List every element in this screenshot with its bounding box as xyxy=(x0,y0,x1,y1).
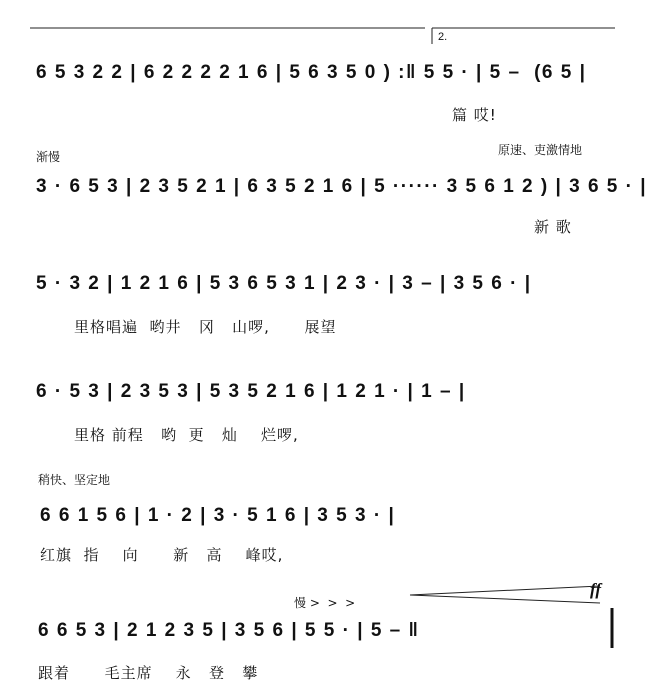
dynamic-mark-ff: ff xyxy=(590,580,602,599)
notation-line-6: 6 6 5 3 | 2 1 2 3 5 | 3 5 6 | 5 5 · | 5 – ‖ xyxy=(38,620,420,641)
notation-line-5: 6 6 1 5 6 | 1 · 2 | 3 · 5 1 6 | 3 5 3 · | xyxy=(40,505,396,526)
lyrics-line-3: 里格唱遍 哟井 冈 山啰, 展望 xyxy=(74,318,337,336)
notation-line-1: 6 5 3 2 2 | 6 2 2 2 2 1 6 | 5 6 3 5 0 ) :‖ 5 5 · | 5 – (6 5 | xyxy=(36,62,587,83)
lyrics-line-2: 新 歌 xyxy=(534,218,572,236)
notation-line-3: 5 · 3 2 | 1 2 1 6 | 5 3 6 5 3 1 | 2 3 · | 3 – | 3 5 6 · | xyxy=(36,273,532,294)
tempo-mark-5: 稍快、坚定地 xyxy=(38,473,111,487)
lyrics-line-6: 跟着 毛主席 永 登 攀 xyxy=(38,664,259,682)
tempo-mark-2: 渐慢 xyxy=(36,150,61,164)
volta-bracket-label: 2. xyxy=(438,31,448,43)
tempo-mark-6: 慢 > > > xyxy=(294,596,356,610)
notation-line-2: 3 · 6 5 3 | 2 3 5 2 1 | 6 3 5 2 1 6 | 5 ······ 3 5 6 1 2 ) | 3 6 5 · | xyxy=(36,176,648,197)
lyrics-line-5: 红旗 指 向 新 高 峰哎, xyxy=(40,546,284,564)
tempo-mark-2-right: 原速、吏激情地 xyxy=(498,143,583,157)
lyrics-line-4: 里格 前程 哟 更 灿 烂啰, xyxy=(74,426,299,444)
lyrics-line-1: 篇 哎! xyxy=(452,106,497,124)
notation-line-4: 6 · 5 3 | 2 3 5 3 | 5 3 5 2 1 6 | 1 2 1 · | 1 – | xyxy=(36,381,466,402)
